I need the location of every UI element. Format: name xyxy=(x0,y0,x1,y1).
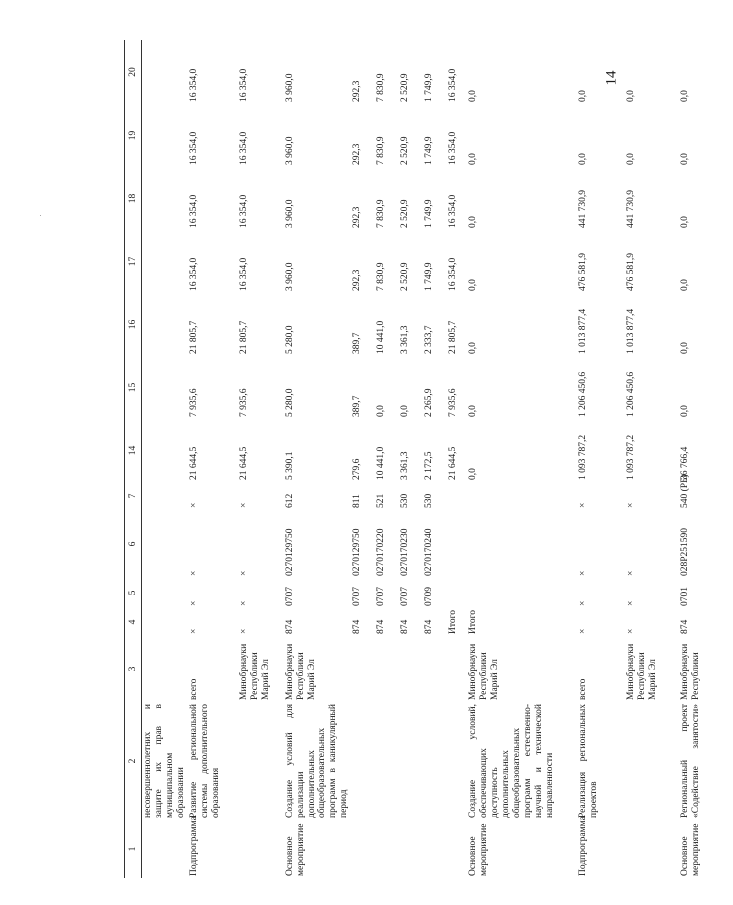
table-row xyxy=(625,40,679,878)
table-cell: 874 xyxy=(284,619,295,634)
table-cell: 1 013 877,4 xyxy=(578,308,589,354)
table-cell xyxy=(423,702,447,820)
table-cell xyxy=(375,636,399,702)
table-cell: Развитие региональной системы дополнительного образования xyxy=(188,704,221,818)
table-cell xyxy=(238,702,284,820)
table-cell: 21 805,7 xyxy=(238,320,249,354)
table-cell: 0709 xyxy=(424,587,435,606)
table-cell xyxy=(142,510,188,578)
column-number: 2 xyxy=(125,702,142,820)
table-cell: 0,0 xyxy=(468,342,479,354)
table-cell xyxy=(142,419,188,482)
table-cell: 521 xyxy=(376,493,387,508)
table-cell xyxy=(142,167,188,230)
table-cell: 2 520,9 xyxy=(400,73,411,102)
column-number: 16 xyxy=(125,293,142,356)
table-cell: 874 xyxy=(424,619,435,634)
table-cell: 0,0 xyxy=(680,342,691,354)
table-cell: Региональный проект «Содействие занятости» xyxy=(680,704,702,818)
table-cell: 2 333,7 xyxy=(424,325,435,354)
table-cell: 0,0 xyxy=(680,279,691,291)
table-cell xyxy=(142,104,188,167)
page-number: 14 xyxy=(603,70,620,86)
table-cell: 16 354,0 xyxy=(238,131,249,165)
table-cell: × xyxy=(188,600,199,606)
column-number: 18 xyxy=(125,167,142,230)
table-cell xyxy=(142,482,188,510)
table-cell: 16 354,0 xyxy=(238,257,249,291)
table-cell: 16 354,0 xyxy=(238,68,249,102)
table-cell: 2 172,5 xyxy=(424,451,435,480)
table-cell: Минобрнауки Республики xyxy=(680,643,702,700)
table-cell: 7 830,9 xyxy=(376,262,387,291)
table-cell: 874 xyxy=(352,619,363,634)
table-cell: 874 xyxy=(680,619,691,634)
table-cell: 16 354,0 xyxy=(188,131,199,165)
table-cell: 540 (РБ) xyxy=(680,474,691,508)
table-cell xyxy=(447,578,467,608)
table-cell: × xyxy=(578,628,589,634)
table-cell: 0,0 xyxy=(626,153,637,165)
table-cell: 0,0 xyxy=(680,216,691,228)
table-row xyxy=(188,40,238,878)
table-cell xyxy=(351,636,375,702)
table-cell: 7 830,9 xyxy=(376,73,387,102)
table-cell: 16 354,0 xyxy=(448,68,459,102)
table-cell: 0270170220 xyxy=(376,528,387,576)
table-cell xyxy=(142,578,188,608)
table-cell: 7 935,6 xyxy=(448,388,459,417)
table-cell: × xyxy=(238,628,249,634)
table-cell: Реализация региональных проектов xyxy=(578,704,600,818)
table-cell: 389,7 xyxy=(352,332,363,354)
table-row xyxy=(399,40,423,878)
table-cell: Итого xyxy=(448,609,459,634)
table-cell: × xyxy=(626,628,637,634)
table-cell xyxy=(625,702,679,820)
table-cell xyxy=(399,702,423,820)
table-cell: 21 805,7 xyxy=(188,320,199,354)
table-cell: Основное мероприятие xyxy=(468,823,490,876)
table-cell: Создание условий для реализации дополнительных общеобразовательных программ в каникулярный период xyxy=(284,704,350,818)
table-cell: 0707 xyxy=(376,587,387,606)
table-row xyxy=(679,40,733,878)
table-cell: 0,0 xyxy=(680,90,691,102)
table-cell: 1 093 787,2 xyxy=(578,434,589,480)
table-cell xyxy=(142,230,188,293)
table-cell: 0,0 xyxy=(578,153,589,165)
table-cell xyxy=(351,702,375,820)
table-cell: 7 830,9 xyxy=(376,136,387,165)
table-cell: × xyxy=(626,600,637,606)
table-cell: Минобрнауки Республики Марий Эл xyxy=(626,643,659,700)
table-cell: 0,0 xyxy=(468,153,479,165)
table-cell xyxy=(142,636,188,702)
table-cell: 21 644,5 xyxy=(188,446,199,480)
table-cell: 2 265,9 xyxy=(424,388,435,417)
table-cell xyxy=(399,636,423,702)
table-cell: 292,3 xyxy=(352,206,363,228)
table-cell xyxy=(447,510,467,578)
table-cell: 0707 xyxy=(352,587,363,606)
table-cell: Подпрограмма xyxy=(188,816,199,876)
column-number: 19 xyxy=(125,104,142,167)
table-cell: 21 644,5 xyxy=(238,446,249,480)
table-cell: 0270129750 xyxy=(284,528,295,576)
table-cell: 0270170240 xyxy=(424,528,435,576)
table-row xyxy=(577,40,625,878)
table-cell xyxy=(375,820,399,878)
table-cell xyxy=(467,578,577,608)
table-cell xyxy=(467,510,577,578)
table-cell: × xyxy=(188,570,199,576)
table-cell: 3 361,3 xyxy=(400,325,411,354)
table-cell: 389,7 xyxy=(352,395,363,417)
table-cell: 1 749,9 xyxy=(424,136,435,165)
table-cell: 441 730,9 xyxy=(578,190,589,228)
table-row xyxy=(467,40,577,878)
table-cell: 028P251590 xyxy=(680,527,691,576)
table-cell: 10 441,0 xyxy=(376,320,387,354)
table-cell: × xyxy=(238,502,249,508)
column-number: 1 xyxy=(125,820,142,878)
table-cell: Основное мероприятие xyxy=(680,823,702,876)
table-cell: всего xyxy=(578,678,589,700)
table-cell: 3 960,0 xyxy=(284,262,295,291)
table-cell xyxy=(447,482,467,510)
table-cell: 16 354,0 xyxy=(448,131,459,165)
table-cell: 0,0 xyxy=(468,279,479,291)
table-cell xyxy=(142,293,188,356)
table-cell: 1 093 787,2 xyxy=(626,434,637,480)
table-cell xyxy=(142,608,188,636)
table-cell: 36 766,4 xyxy=(680,446,691,480)
column-number: 17 xyxy=(125,230,142,293)
table-cell: 0701 xyxy=(680,587,691,606)
table-cell: 0270170230 xyxy=(400,528,411,576)
table-cell: 874 xyxy=(376,619,387,634)
table-cell: 292,3 xyxy=(352,143,363,165)
table-cell: 21 805,7 xyxy=(448,320,459,354)
table-cell: 0,0 xyxy=(468,405,479,417)
table-cell: 21 644,5 xyxy=(448,446,459,480)
table-cell: 3 361,3 xyxy=(400,451,411,480)
table-cell: × xyxy=(626,570,637,576)
table-cell: 16 354,0 xyxy=(188,194,199,228)
table-cell: 530 xyxy=(424,493,435,508)
table-cell xyxy=(467,482,577,510)
table-cell xyxy=(399,820,423,878)
table-cell: 7 935,6 xyxy=(238,388,249,417)
table-cell xyxy=(142,40,188,104)
table-cell: 476 581,9 xyxy=(578,253,589,291)
table-cell: 3 960,0 xyxy=(284,199,295,228)
table-cell: Подпрограмма xyxy=(578,816,589,876)
table-cell: 476 581,9 xyxy=(626,253,637,291)
table-cell: 612 xyxy=(284,493,295,508)
table-cell: × xyxy=(578,600,589,606)
table-cell: 279,6 xyxy=(352,458,363,480)
table-cell: 0707 xyxy=(284,587,295,606)
column-number: 4 xyxy=(125,608,142,636)
table-cell: × xyxy=(238,570,249,576)
table-cell: 16 354,0 xyxy=(448,257,459,291)
table-row xyxy=(423,40,447,878)
table-row xyxy=(351,40,375,878)
table-row xyxy=(375,40,399,878)
table-cell: Итого xyxy=(468,609,479,634)
table-cell xyxy=(142,356,188,419)
table-row xyxy=(447,40,467,878)
table-cell: 1 013 877,4 xyxy=(626,308,637,354)
column-number: 7 xyxy=(125,482,142,510)
table-cell xyxy=(447,820,467,878)
table-cell: 7 935,6 xyxy=(188,388,199,417)
table-cell: 0707 xyxy=(400,587,411,606)
table-cell: 5 280,0 xyxy=(284,388,295,417)
table-cell: 0,0 xyxy=(376,405,387,417)
table-cell: несовершеннолетних и защите их прав в муниципальном образовании xyxy=(143,704,186,818)
table-cell: Основное мероприятие xyxy=(284,823,306,876)
table-cell xyxy=(423,636,447,702)
table-cell xyxy=(447,702,467,820)
table-cell: Минобрнауки Республики Марий Эл xyxy=(284,643,317,700)
table-cell: 0,0 xyxy=(578,90,589,102)
table-cell: × xyxy=(238,600,249,606)
table-cell: 16 354,0 xyxy=(188,257,199,291)
table-cell: × xyxy=(188,628,199,634)
table-cell: 292,3 xyxy=(352,269,363,291)
table-cell: Создание условий, обеспечивающих доступность дополнительных общеобразовательных программ естественно-научной и технической направленности xyxy=(468,704,555,818)
table-cell: 1 749,9 xyxy=(424,73,435,102)
table-cell: 0,0 xyxy=(468,216,479,228)
table-cell: 1 206 450,6 xyxy=(626,371,637,417)
table-cell: 874 xyxy=(400,619,411,634)
table-cell: 10 441,0 xyxy=(376,446,387,480)
table-cell: 3 960,0 xyxy=(284,136,295,165)
table-cell: 16 354,0 xyxy=(188,68,199,102)
rotated-table-page xyxy=(124,40,702,878)
table-cell: × xyxy=(578,502,589,508)
table-cell: 0270129750 xyxy=(352,528,363,576)
table-cell: × xyxy=(188,502,199,508)
table-cell: 1 206 450,6 xyxy=(578,371,589,417)
table-cell: 2 520,9 xyxy=(400,262,411,291)
table-cell xyxy=(423,820,447,878)
column-number: 5 xyxy=(125,578,142,608)
table-cell: 5 390,1 xyxy=(284,451,295,480)
column-number: 20 xyxy=(125,40,142,104)
column-number: 15 xyxy=(125,356,142,419)
table-cell: 530 xyxy=(400,493,411,508)
table-row xyxy=(238,40,284,878)
table-cell: 2 520,9 xyxy=(400,199,411,228)
table-cell: × xyxy=(626,502,637,508)
table-cell: 16 354,0 xyxy=(448,194,459,228)
table-cell: 1 749,9 xyxy=(424,199,435,228)
table-cell: 16 354,0 xyxy=(238,194,249,228)
table-cell xyxy=(238,820,284,878)
table-cell: Минобрнауки Республики Марий Эл xyxy=(468,643,501,700)
column-number-row xyxy=(125,40,142,878)
table-row xyxy=(284,40,352,878)
table-body xyxy=(125,40,733,878)
column-number: 14 xyxy=(125,419,142,482)
table-cell: 0,0 xyxy=(468,468,479,480)
table-cell: 0,0 xyxy=(468,90,479,102)
column-number: 6 xyxy=(125,510,142,578)
table-cell: 7 830,9 xyxy=(376,199,387,228)
table-cell xyxy=(375,702,399,820)
column-number: 3 xyxy=(125,636,142,702)
table-cell: 1 749,9 xyxy=(424,262,435,291)
table-cell: × xyxy=(578,570,589,576)
table-cell xyxy=(351,820,375,878)
table-cell: 441 730,9 xyxy=(626,190,637,228)
table-row xyxy=(142,40,188,878)
table-cell: 0,0 xyxy=(400,405,411,417)
table-cell: 0,0 xyxy=(680,153,691,165)
budget-table xyxy=(124,40,733,878)
table-cell: 5 280,0 xyxy=(284,325,295,354)
table-cell: 2 520,9 xyxy=(400,136,411,165)
table-cell xyxy=(625,820,679,878)
table-cell: 811 xyxy=(352,494,363,508)
table-cell: 0,0 xyxy=(626,90,637,102)
table-cell: 0,0 xyxy=(680,405,691,417)
table-cell: 292,3 xyxy=(352,80,363,102)
table-cell: Минобрнауки Республики Марий Эл xyxy=(238,643,271,700)
table-cell: всего xyxy=(188,678,199,700)
table-cell xyxy=(142,820,188,878)
table-cell: 3 960,0 xyxy=(284,73,295,102)
scan-speck xyxy=(40,215,41,216)
table-cell xyxy=(447,636,467,702)
